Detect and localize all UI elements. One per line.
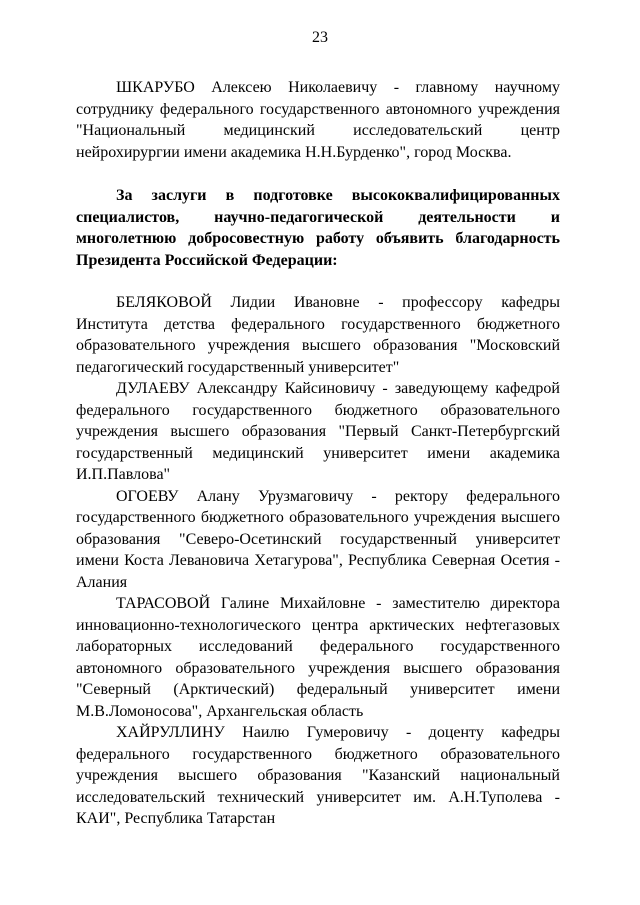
page-number: 23 xyxy=(312,29,328,46)
award-entry-khairullin: ХАЙРУЛЛИНУ Наилю Гумеровичу - доценту кафедры федерального государственного бюджетного образовательного учреждения высшего образования "Казанский национальный исследовательский технический университет им. А.Н.Туполева - КАИ", Республика Татарстан xyxy=(76,724,560,827)
award-entry-dulaev: ДУЛАЕВУ Александру Кайсиновичу - заведующему кафедрой федерального государственного бюджетного образовательного учреждения высшего образования "Первый Санкт-Петербургский государственный медицинский университет имени академика И.П.Павлова" xyxy=(76,380,560,483)
award-entry-belyakova: БЕЛЯКОВОЙ Лидии Ивановне - профессору кафедры Института детства федерального государственного бюджетного образовательного учреждения высшего образования "Московский педагогический государственный университет" xyxy=(76,294,560,376)
section-heading-gratitude: За заслуги в подготовке высококвалифицированных специалистов, научно-педагогической деятельности и многолетнюю добросовестную работу объявить благодарность Президента Российской Федерации: xyxy=(76,187,560,269)
spacer xyxy=(76,163,560,185)
award-entry-shkarubo: ШКАРУБО Алексею Николаевичу - главному научному сотруднику федерального государственного автономного учреждения "Национальный медицинский исследовательский центр нейрохирургии имени академика Н.Н.Бурденко", город Москва. xyxy=(76,79,560,161)
award-entry-tarasova: ТАРАСОВОЙ Галине Михайловне - заместителю директора инновационно-технологического центра арктических нефтегазовых лабораторных исследований федерального государственного автономного образовательного учреждения высшего образования "Северный (Арктический) федеральный университет имени М.В.Ломоносова", Архангельская область xyxy=(76,595,560,720)
award-entry-ogoev: ОГОЕВУ Алану Урузмаговичу - ректору федерального государственного бюджетного образовательного учреждения высшего образования "Северо-Осетинский государственный университет имени Коста Левановича Хетагурова", Республика Северная Осетия - Алания xyxy=(76,487,560,591)
spacer xyxy=(76,271,560,292)
document-body xyxy=(76,77,560,830)
